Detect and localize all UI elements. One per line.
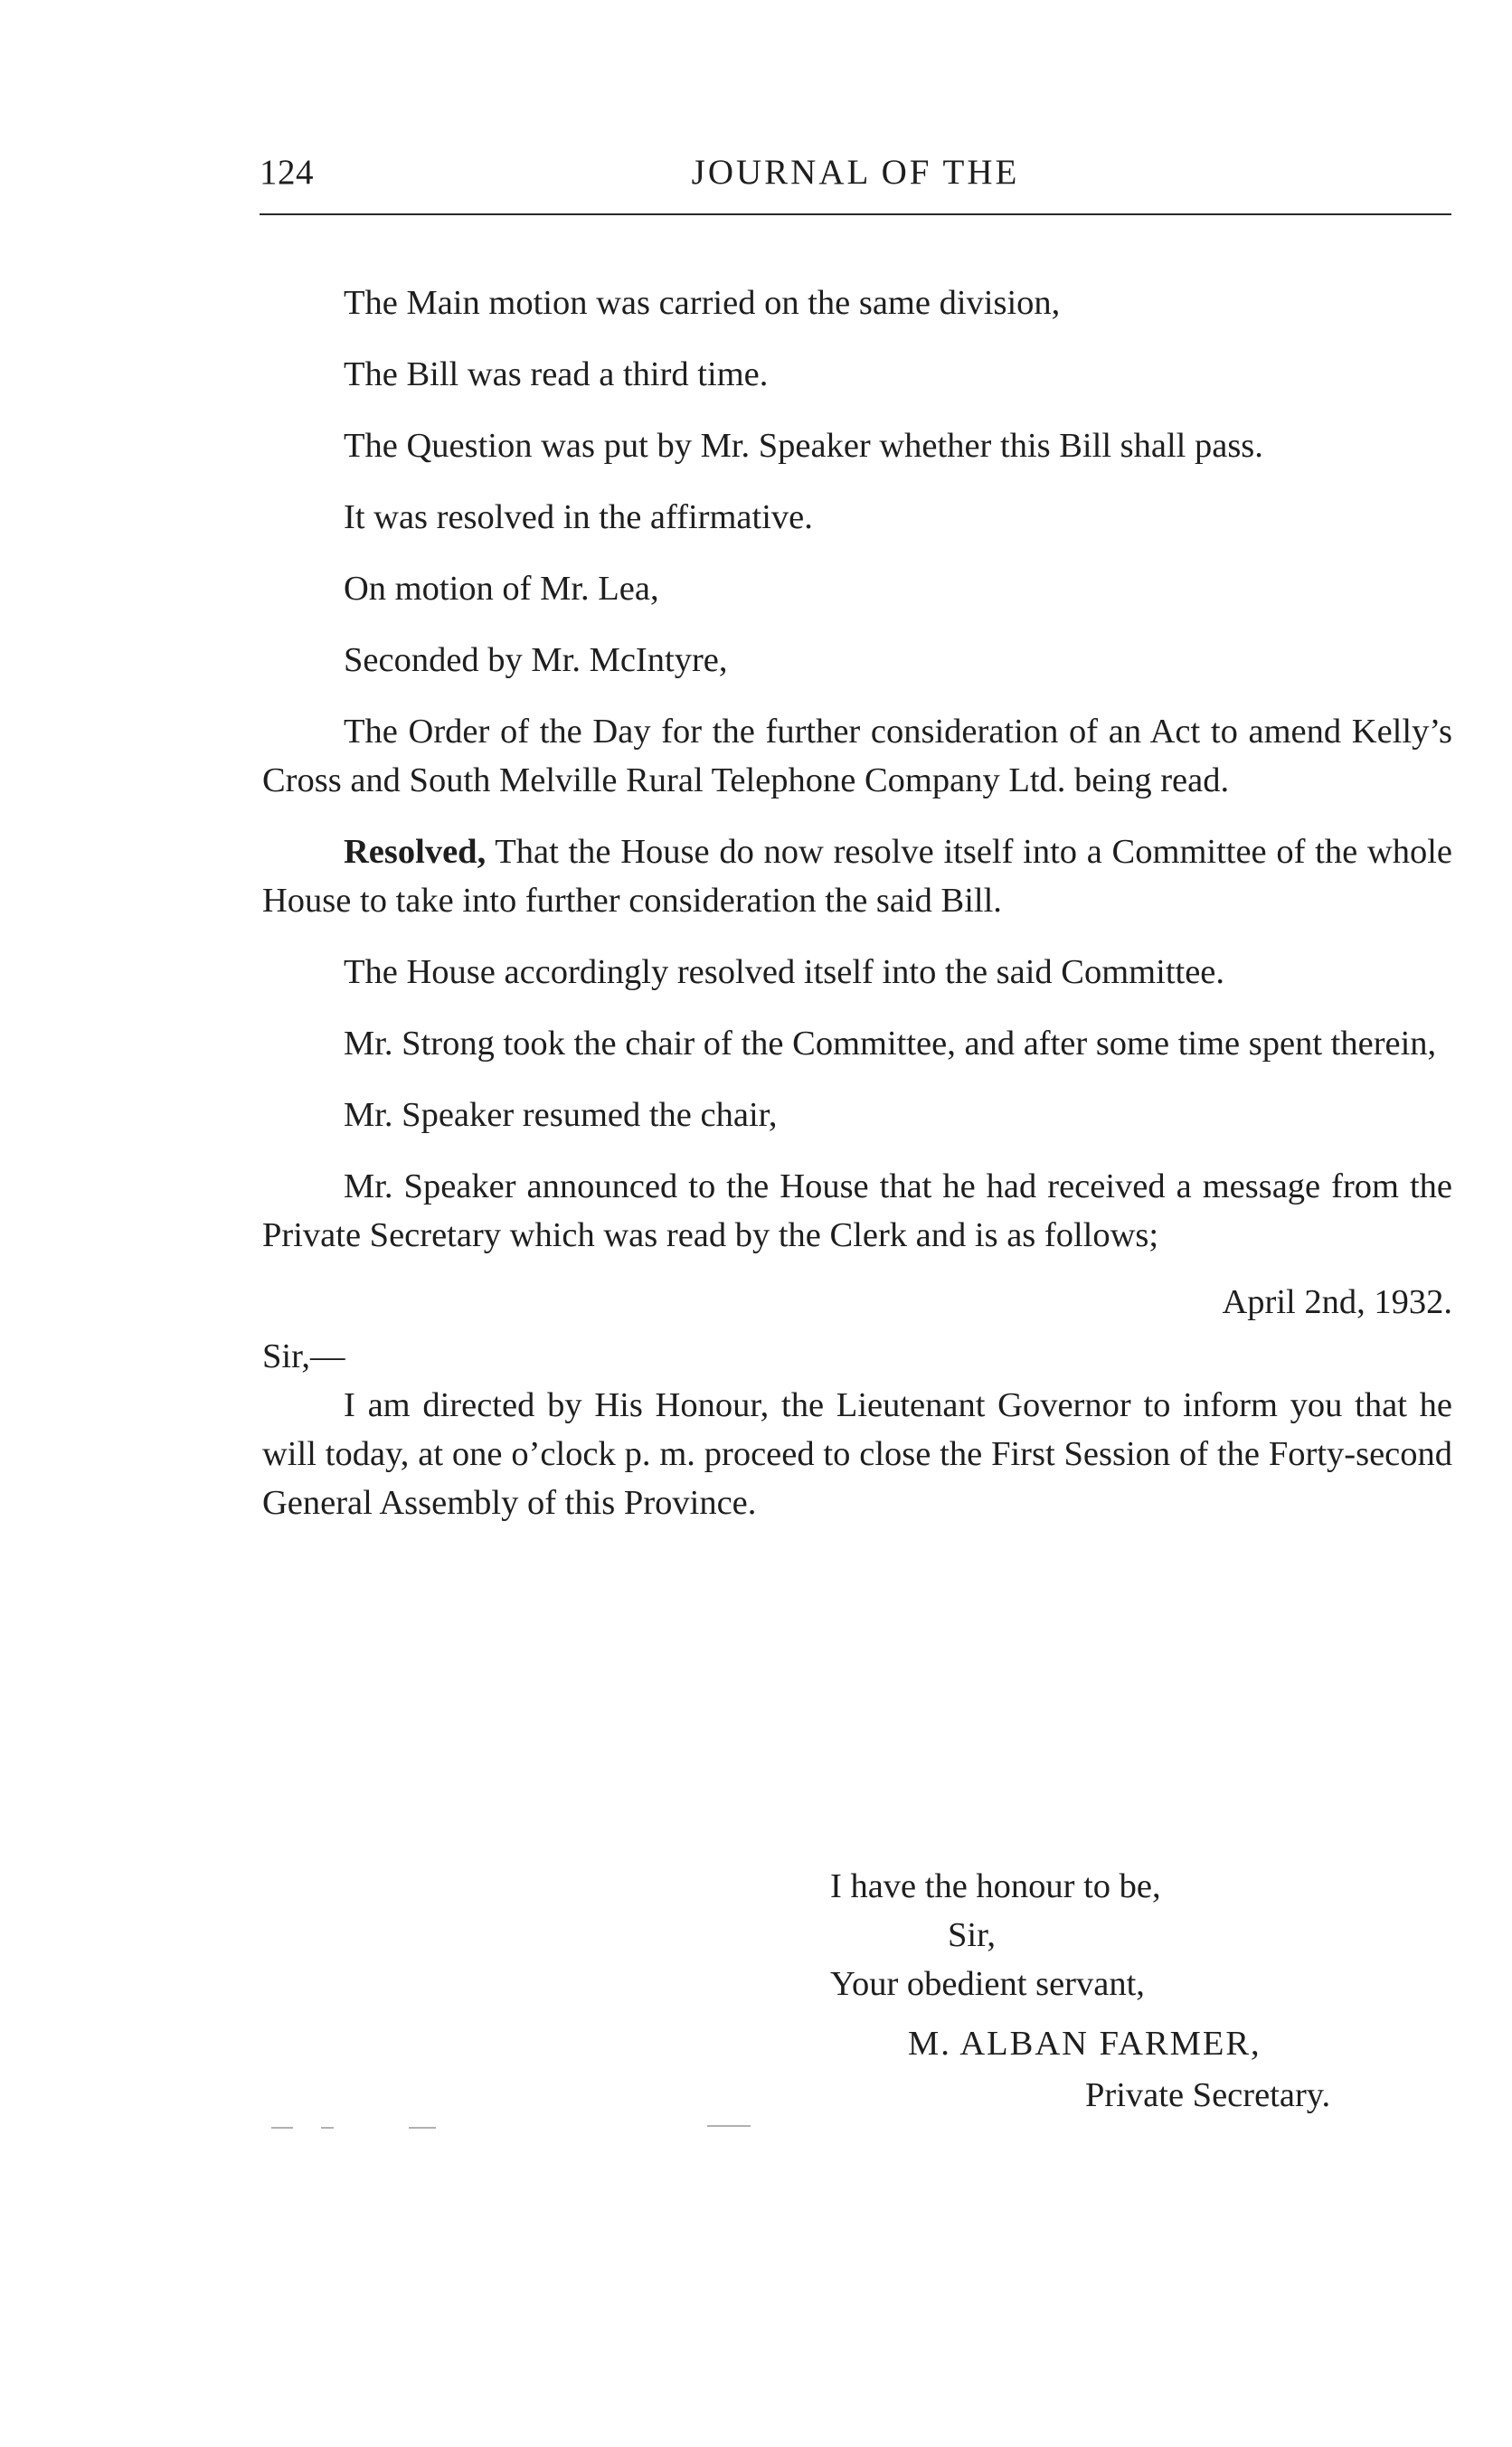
signature-name: M. ALBAN FARMER, bbox=[908, 2025, 1262, 2063]
letter-date: April 2nd, 1932. bbox=[1222, 1283, 1452, 1321]
print-smudge bbox=[409, 2127, 436, 2129]
paragraph-motion: On motion of Mr. Lea, bbox=[344, 570, 659, 608]
letter-salutation: Sir,— bbox=[262, 1337, 345, 1375]
letter-closing-servant: Your obedient servant, bbox=[830, 1965, 1145, 2003]
paragraph-third-reading: The Bill was read a third time. bbox=[344, 355, 769, 393]
paragraph-resumed: Mr. Speaker resumed the chair, bbox=[344, 1096, 778, 1134]
letter-body: I am directed by His Honour, the Lieutenant Governor to inform you that he will today, at one o’clock p. m. proceed to close the First Session of the Forty-second General Assembly of this Province. bbox=[262, 1386, 1452, 1522]
paragraph-message: Mr. Speaker announced to the House that he had received a message from the Private Secretary which was read by the Clerk and is as follows; bbox=[262, 1167, 1452, 1254]
page-number: 124 bbox=[260, 153, 314, 192]
paragraph-chair: Mr. Strong took the chair of the Committee, and after some time spent therein, bbox=[344, 1025, 1437, 1063]
print-smudge bbox=[271, 2127, 293, 2129]
paragraph-resolved bbox=[262, 827, 1452, 925]
print-smudge bbox=[321, 2127, 334, 2129]
paragraph-committee: The House accordingly resolved itself into the said Committee. bbox=[344, 953, 1225, 991]
resolved-lead: Resolved, bbox=[344, 833, 487, 871]
paragraph-seconded: Seconded by Mr. McIntyre, bbox=[344, 641, 728, 679]
running-head: JOURNAL OF THE bbox=[691, 153, 1020, 192]
page-header bbox=[260, 152, 1451, 206]
letter-closing-sir: Sir, bbox=[948, 1916, 997, 1954]
paragraph-question: The Question was put by Mr. Speaker whether this Bill shall pass. bbox=[344, 427, 1263, 465]
paragraph-affirmative: It was resolved in the affirmative. bbox=[344, 498, 813, 536]
letter-closing-line: I have the honour to be, bbox=[830, 1867, 1161, 1905]
journal-body bbox=[262, 279, 1452, 1527]
paragraph-main-motion: The Main motion was carried on the same division, bbox=[344, 284, 1061, 322]
resolved-text: That the House do now resolve itself into a Committee of the whole House to take into further consideration the said Bill. bbox=[262, 833, 1452, 920]
signature-title: Private Secretary. bbox=[1085, 2076, 1331, 2114]
header-rule bbox=[260, 213, 1451, 215]
paragraph-order-of-day: The Order of the Day for the further consideration of an Act to amend Kelly’s Cross and South Melville Rural Telephone Company Ltd. being read. bbox=[262, 713, 1452, 799]
print-smudge bbox=[707, 2125, 751, 2127]
